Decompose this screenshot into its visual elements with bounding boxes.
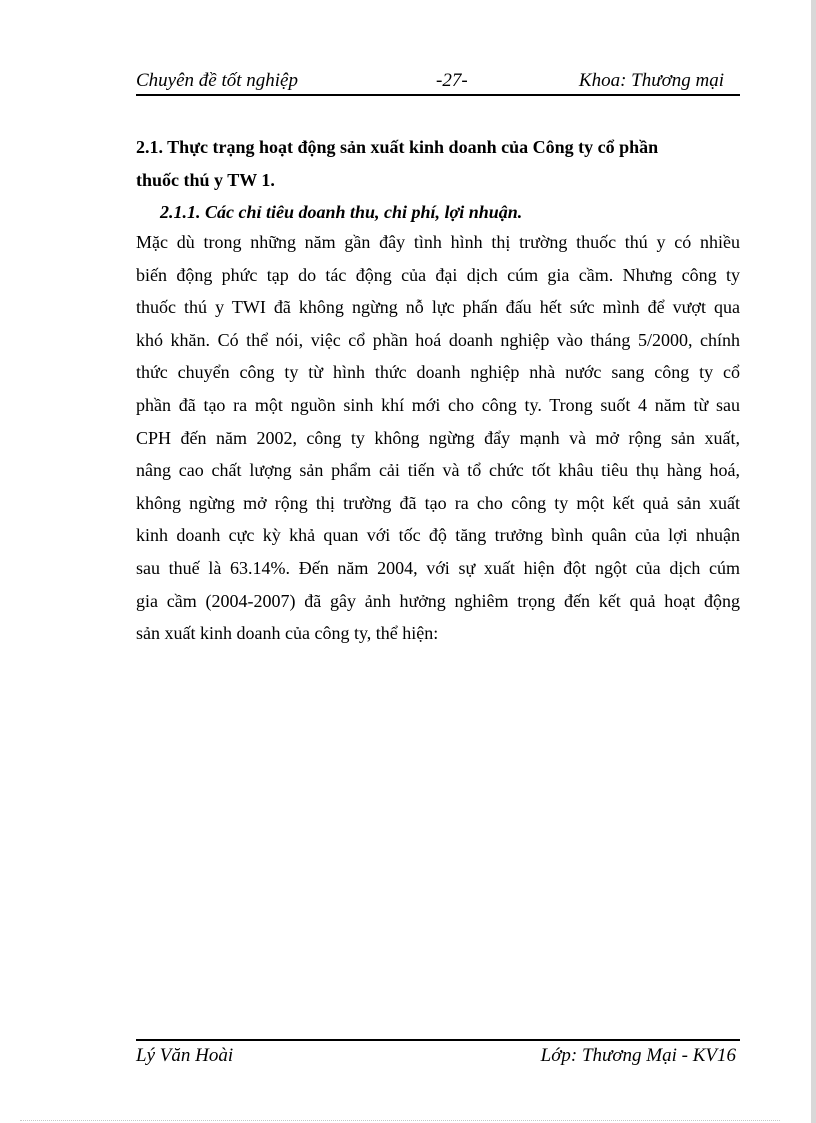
page-edge-shadow: [811, 0, 816, 1123]
footer-author: Lý Văn Hoài: [136, 1045, 234, 1066]
header-document-type: Chuyên đề tốt nghiệp: [136, 70, 298, 91]
page-bottom-border: [20, 1120, 780, 1121]
section-heading-line-1: 2.1. Thực trạng hoạt động sản xuất kinh doanh của Công ty cổ phần: [136, 137, 659, 157]
footer-divider: [136, 1039, 740, 1041]
paragraph-line: thức chuyển công ty từ hình thức doanh nghiệp nhà nước sang công ty cổ: [136, 362, 740, 383]
footer-class: Lớp: Thương Mại - KV16: [540, 1045, 736, 1066]
header-divider: [136, 94, 740, 96]
header-faculty: Khoa: Thương mại: [578, 70, 724, 91]
subsection-heading: 2.1.1. Các chỉ tiêu doanh thu, chi phí, lợi nhuận.: [160, 202, 523, 222]
paragraph-line: sản xuất kinh doanh của công ty, thể hiện:: [136, 623, 439, 644]
paragraph-line: không ngừng mở rộng thị trường đã tạo ra cho công ty một kết quả sản xuất: [136, 492, 740, 513]
paragraph-line: phần đã tạo ra một nguồn sinh khí mới cho công ty. Trong suốt 4 năm từ sau: [136, 394, 740, 415]
paragraph-line: Mặc dù trong những năm gần đây tình hình thị trường thuốc thú y có nhiều: [136, 232, 740, 252]
paragraph-line: khó khăn. Có thể nói, việc cổ phần hoá doanh nghiệp vào tháng 5/2000, chính: [136, 329, 740, 350]
paragraph-line: kinh doanh cực kỳ khả quan với tốc độ tăng trưởng bình quân của lợi nhuận: [136, 525, 740, 546]
header-page-number: -27-: [436, 70, 468, 91]
body-paragraph: [136, 226, 740, 650]
section-heading-line-2: thuốc thú y TW 1.: [136, 170, 275, 190]
section-heading: [136, 131, 736, 197]
paragraph-line: sau thuế là 63.14%. Đến năm 2004, với sự xuất hiện đột ngột của dịch cúm: [136, 557, 740, 578]
paragraph-line: CPH đến năm 2002, công ty không ngừng đẩy mạnh và mở rộng sản xuất,: [136, 427, 740, 448]
paragraph-line: thuốc thú y TWI đã không ngừng nỗ lực phấn đấu hết sức mình để vượt qua: [136, 297, 740, 318]
page-header: [136, 68, 740, 92]
paragraph-line: nâng cao chất lượng sản phẩm cải tiến và tổ chức tốt khâu tiêu thụ hàng hoá,: [136, 460, 740, 481]
page-footer: [136, 1045, 740, 1069]
paragraph-line: biến động phức tạp do tác động của đại dịch cúm gia cầm. Nhưng công ty: [136, 264, 740, 285]
paragraph-line: gia cầm (2004-2007) đã gây ảnh hưởng nghiêm trọng đến kết quả hoạt động: [136, 590, 740, 611]
